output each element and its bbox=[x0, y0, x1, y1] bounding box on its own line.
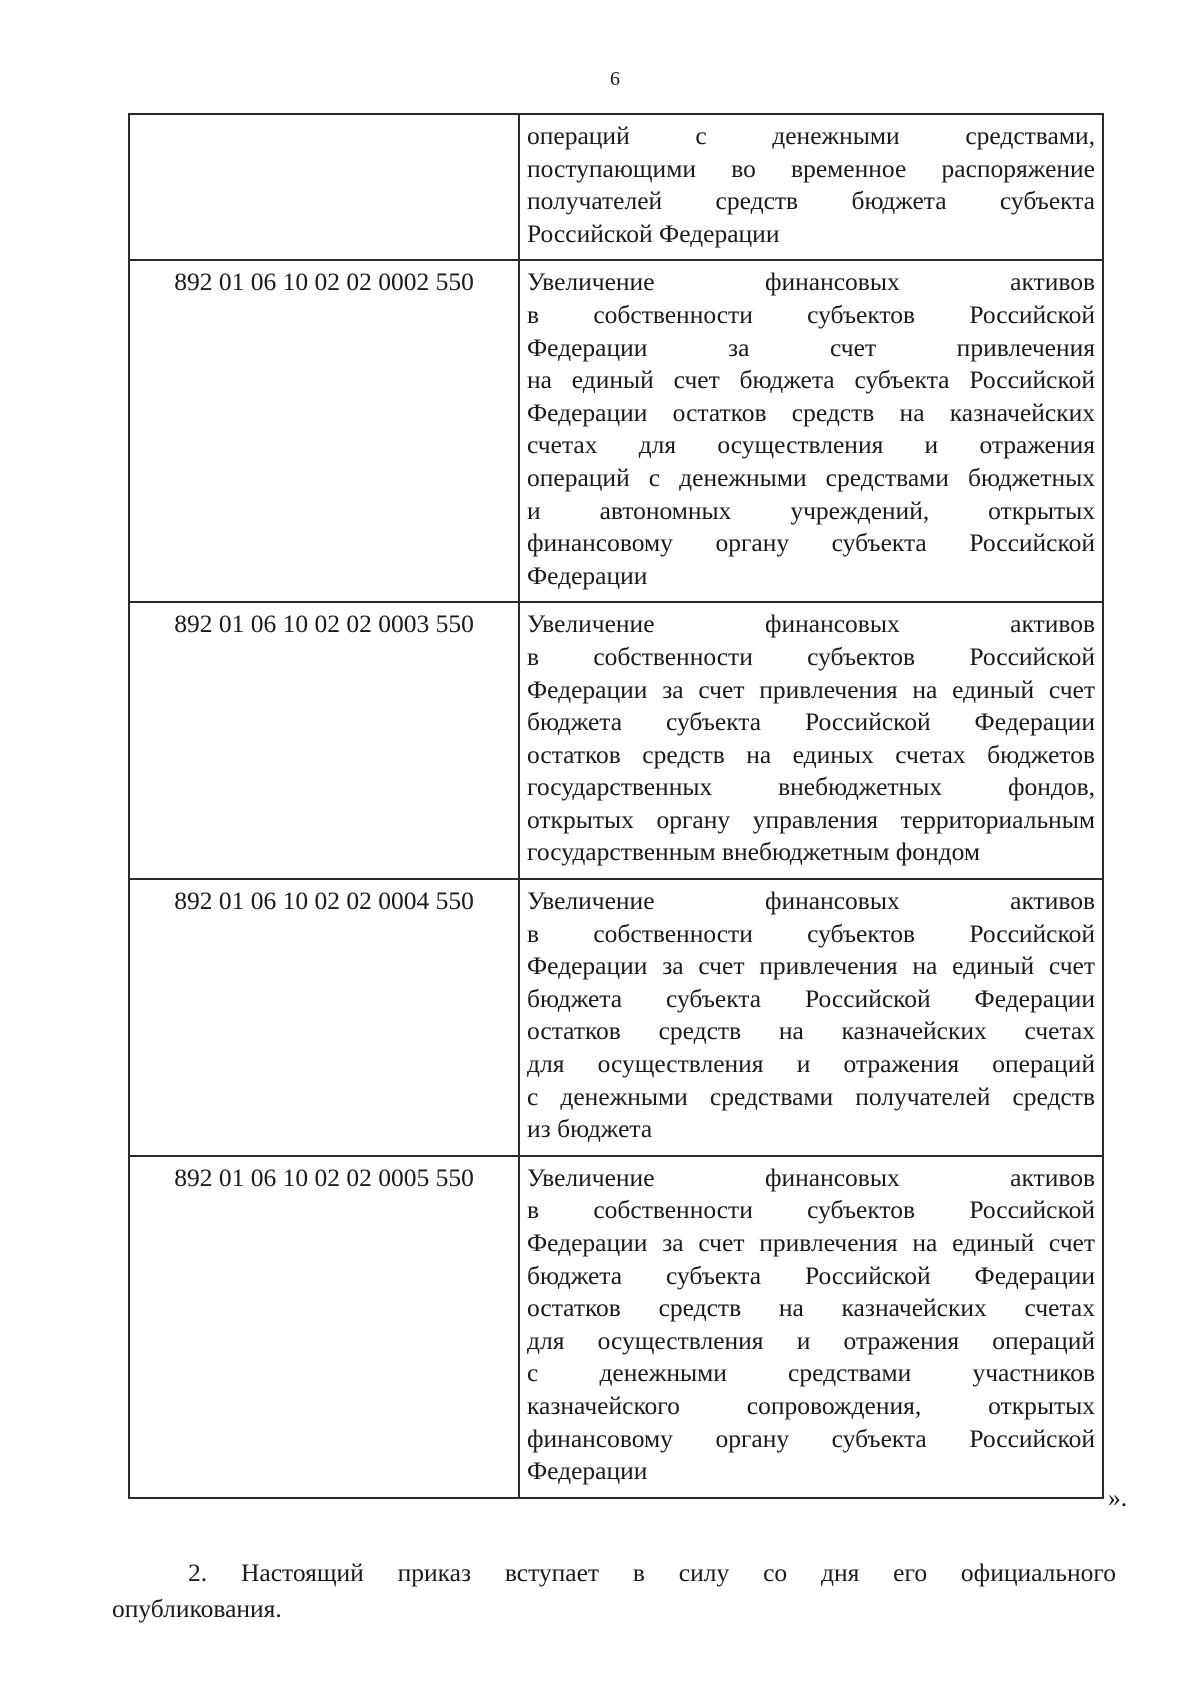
description-line: и автономных учреждений, открытых bbox=[527, 495, 1095, 525]
description-line: в собственности субъектов Российской bbox=[527, 641, 1095, 671]
description-line: бюджета субъекта Российской Федерации bbox=[527, 707, 1095, 737]
description-line: Увеличение финансовых активов bbox=[527, 886, 1095, 916]
description-line: Увеличение финансовых активов bbox=[527, 1162, 1095, 1192]
budget-codes-table bbox=[128, 113, 1104, 1499]
order-paragraph bbox=[112, 1555, 1116, 1627]
description-line: получателей средств бюджета субъекта bbox=[527, 186, 1095, 216]
description-line: остатков средств на казначейских счетах bbox=[527, 1016, 1095, 1046]
description-cell bbox=[519, 114, 1103, 260]
description-line: Федерации bbox=[527, 1456, 648, 1486]
budget-code-cell: 892 01 06 10 02 02 0003 550 bbox=[129, 602, 519, 879]
closing-quote: ». bbox=[1108, 1483, 1128, 1512]
description-line: остатков средств на казначейских счетах bbox=[527, 1293, 1095, 1323]
page-number: 6 bbox=[610, 68, 620, 90]
budget-code-cell: 892 01 06 10 02 02 0005 550 bbox=[129, 1156, 519, 1498]
description-line: открытых органу управления территориальным bbox=[527, 804, 1095, 834]
description-line: поступающими во временное распоряжение bbox=[527, 153, 1095, 183]
description-line: для осуществления и отражения операций bbox=[527, 1325, 1095, 1355]
budget-code-cell: 892 01 06 10 02 02 0002 550 bbox=[129, 260, 519, 602]
description-line: Федерации остатков средств на казначейских bbox=[527, 397, 1095, 427]
description-line: операций с денежными средствами, bbox=[527, 121, 1095, 150]
paragraph-line-2: опубликования. bbox=[112, 1594, 282, 1623]
table-row bbox=[129, 879, 1103, 1156]
description-line: Российской Федерации bbox=[527, 218, 780, 248]
budget-code-cell bbox=[129, 114, 519, 260]
description-line: счетах для осуществления и отражения bbox=[527, 430, 1095, 460]
description-cell bbox=[519, 879, 1103, 1156]
description-cell bbox=[519, 602, 1103, 879]
description-line: Федерации bbox=[527, 560, 648, 590]
description-line: остатков средств на единых счетах бюджетов bbox=[527, 739, 1095, 769]
description-line: Федерации за счет привлечения на единый счет bbox=[527, 951, 1095, 981]
table-row bbox=[129, 260, 1103, 602]
description-line: для осуществления и отражения операций bbox=[527, 1049, 1095, 1079]
description-line: с денежными средствами получателей средств bbox=[527, 1081, 1095, 1111]
description-line: финансовому органу субъекта Российской bbox=[527, 1423, 1095, 1453]
description-line: государственных внебюджетных фондов, bbox=[527, 772, 1095, 802]
budget-code-cell: 892 01 06 10 02 02 0004 550 bbox=[129, 879, 519, 1156]
table-row bbox=[129, 114, 1103, 260]
description-line: из бюджета bbox=[527, 1114, 653, 1144]
description-line: бюджета субъекта Российской Федерации bbox=[527, 983, 1095, 1013]
description-line: Федерации за счет привлечения bbox=[527, 332, 1095, 362]
description-cell bbox=[519, 260, 1103, 602]
paragraph-line-1: 2. Настоящий приказ вступает в силу со дня его официального bbox=[188, 1558, 1116, 1587]
description-cell bbox=[519, 1156, 1103, 1498]
table-row bbox=[129, 602, 1103, 879]
description-line: государственным внебюджетным фондом bbox=[527, 837, 981, 867]
description-line: Увеличение финансовых активов bbox=[527, 609, 1095, 639]
description-line: Федерации за счет привлечения на единый счет bbox=[527, 1228, 1095, 1257]
description-line: на единый счет бюджета субъекта Российской bbox=[527, 365, 1095, 395]
description-line: бюджета субъекта Российской Федерации bbox=[527, 1260, 1095, 1290]
description-line: в собственности субъектов Российской bbox=[527, 299, 1095, 329]
description-line: Увеличение финансовых активов bbox=[527, 267, 1095, 297]
description-line: в собственности субъектов Российской bbox=[527, 1195, 1095, 1225]
description-line: операций с денежными средствами бюджетных bbox=[527, 462, 1095, 492]
description-line: Федерации за счет привлечения на единый счет bbox=[527, 674, 1095, 704]
description-line: в собственности субъектов Российской bbox=[527, 918, 1095, 948]
table-body bbox=[129, 114, 1103, 1498]
description-line: с денежными средствами участников bbox=[527, 1358, 1095, 1388]
description-line: финансовому органу субъекта Российской bbox=[527, 528, 1095, 558]
table-row bbox=[129, 1156, 1103, 1498]
description-line: казначейского сопровождения, открытых bbox=[527, 1390, 1095, 1420]
